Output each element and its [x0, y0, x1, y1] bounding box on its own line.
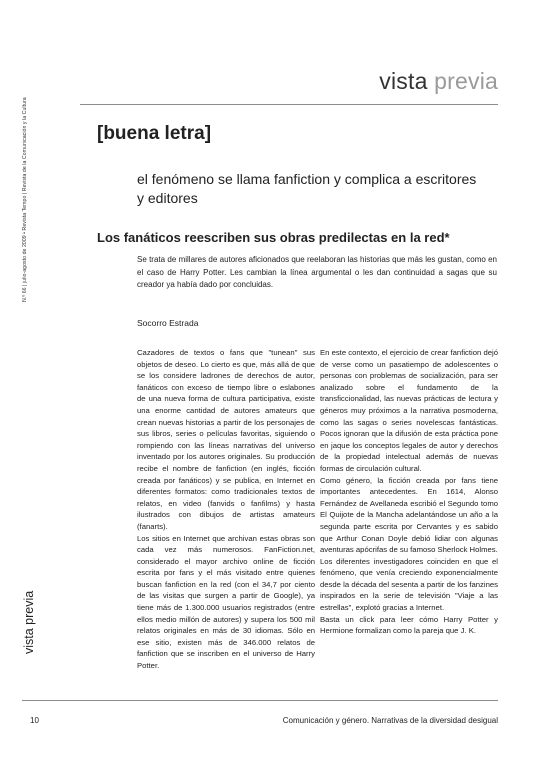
body-paragraph: En este contexto, el ejercicio de crear fanfiction dejó de verse como un pasatiempo de adolescentes o personas con problemas de socialización, para ser analizado sobre el fundamento de la transficcionalidad, las nuevas prácticas de lectura y géneros muy próximos a la narrativa posmoderna, como las sagas o series novelescas fantásticas. Pocos ignoran que la difusión de esta práctica pone en jaque los conceptos legales de autor y derechos de la propiedad intelectual además de nuevas formas de circulación cultural. — [320, 348, 498, 473]
article-author: Socorro Estrada — [137, 318, 199, 328]
journal-side-label — [22, 62, 34, 302]
footer-title: Comunicación y género. Narrativas de la diversidad desigual — [282, 716, 498, 725]
section-header — [379, 68, 498, 95]
body-paragraph: Basta un click para leer cómo Harry Potter y Hermione formalizan como la pareja que J. K. — [320, 614, 498, 636]
article-subtitle: el fenómeno se llama fanfiction y complica a escritores y editores — [137, 171, 477, 206]
article-lead: Se trata de millares de autores aficionados que reelaboran las historias que más les gustan, como en el caso de Harry Potter. Les cambian la línea argumental o les dan continuidad a sagas que su creador ya había dado por concluidas. — [137, 255, 497, 289]
body-paragraph: Los diferentes investigadores coinciden en que el fenómeno, que venía creciendo exponencialmente desde la década del sesenta a partir de los fanzines inspirados en la serie de televisión "Viaje a las estrellas", explotó gracias a Internet. — [320, 556, 498, 613]
body-column-left — [137, 347, 315, 682]
article-title: Los fanáticos reescriben sus obras predilectas en la red* — [97, 230, 450, 245]
body-paragraph: Cazadores de textos o fans que "tunean" sus objetos de deseo. Lo cierto es que, más allá de que se los considere ladrones de derechos de autor, fanáticos con exceso de tiempo libre o eslabones de una nueva forma de cultura participativa, existe una enorme cantidad de autores amateurs que crean nuevas historias a partir de los personajes de sus libros, series o películas favoritas, siguiendo o rompiendo con las líneas narrativas del universo inventado por los autores originales. Su producción recibe el nombre de fanfiction (en inglés, ficción creada por fanáticos) y se publica, en Internet en diferentes formatos: como tradicionales textos de relatos, en video (fanvids o fanfilms) y hasta ilustrados con dibujos de artistas amateurs (fanarts). — [137, 348, 315, 531]
journal-side-text: N.º 66 | julio-agosto de 2009 • Revista Tempo | Revista de la Comunicación y la Cultura — [22, 97, 28, 302]
body-paragraph: Como género, la ficción creada por fans tiene importantes antecedentes. En 1614, Alonso Fernández de Avellaneda escribió el Segundo tomo El Quijote de la Mancha adelantándose un año a la segunda parte escrita por Cervantes y es sabido que Arthur Conan Doyle debió lidiar con algunas aventuras apócrifas de su famoso Sherlock Holmes. — [320, 475, 498, 555]
section-header-word2: previa — [434, 68, 498, 94]
footer-rule — [22, 700, 498, 701]
rubric-label: [buena letra] — [97, 123, 212, 144]
body-column-right — [320, 347, 498, 682]
section-header-word1: vista — [379, 68, 428, 94]
page-number: 10 — [30, 716, 39, 725]
body-paragraph: Los sitios en Internet que archivan estas obras son cada vez más numerosos. FanFiction.net, considerado el mayor archivo online de ficción escrita por fans y el más visitado entre quienes buscan fanfiction en la red (con el 34,7 por ciento de las visitas que surgen a partir de Google), ya tiene más de 1.300.000 usuarios registrados (entre ellos medio millón de autores) y supera los 500 mil relatos originales en más de 30 idiomas. Sólo en ese sitio, existen más de 346.000 relatos de fanfiction que se inscriben en el universo de Harry Potter. — [137, 533, 315, 671]
section-side-text: vista previa — [22, 590, 36, 654]
header-rule — [80, 104, 498, 105]
section-side-label — [22, 580, 38, 654]
